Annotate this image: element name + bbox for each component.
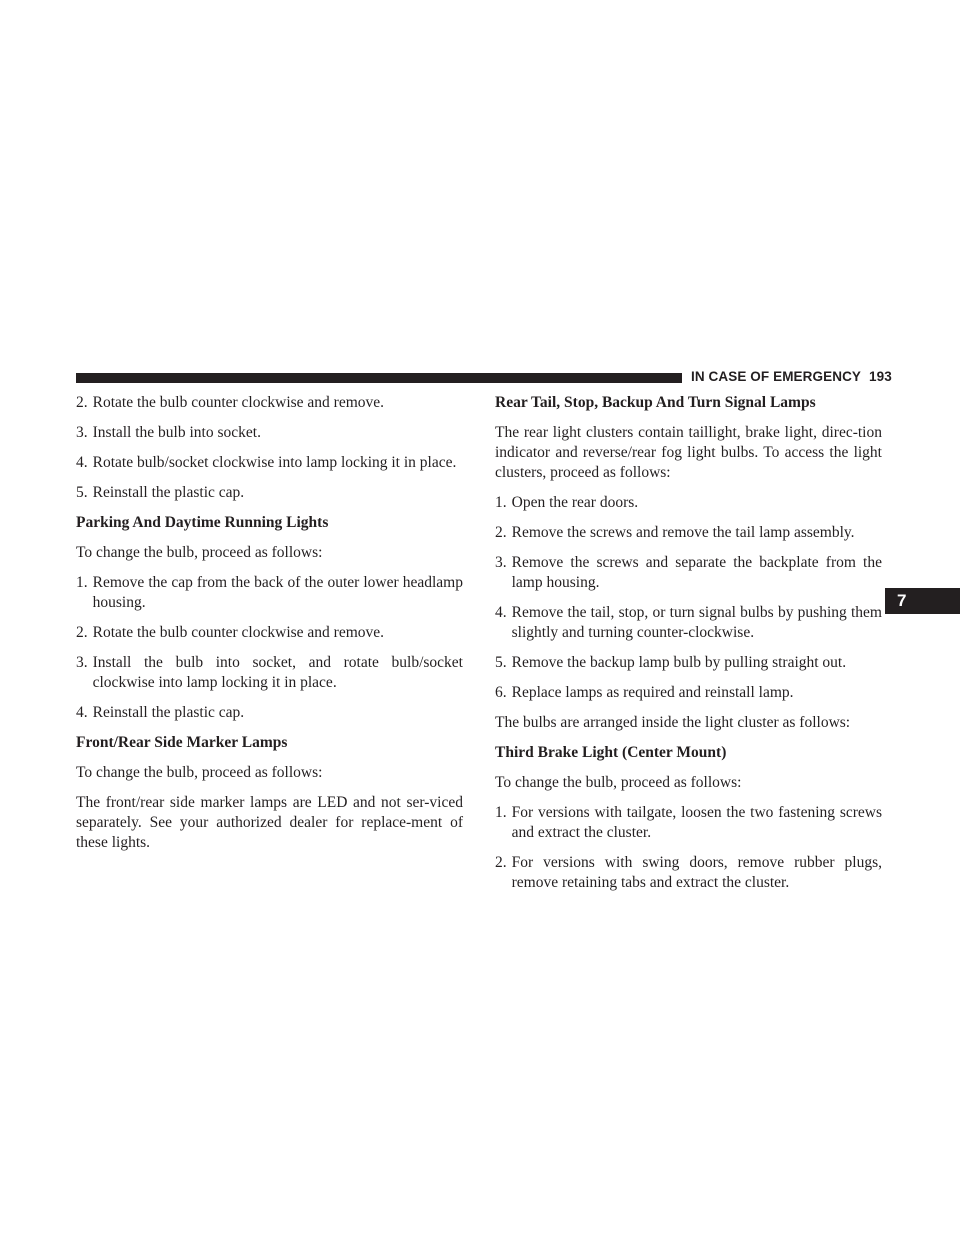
list-item: 3. Install the bulb into socket. [76,424,261,441]
section-title: IN CASE OF EMERGENCY [691,369,862,384]
paragraph: To change the bulb, proceed as follows: [76,764,323,781]
list-item: 5. Remove the backup lamp bulb by pulling straight out. [495,654,847,671]
list-item: 2. Rotate the bulb counter clockwise and remove. [76,624,385,641]
section-heading: Front/Rear Side Marker Lamps [76,734,288,751]
list-item: 3. Remove the screws and separate the backplate from the lamp housing. [495,554,882,591]
chapter-tab: 7 [885,588,960,614]
list-item: 1. For versions with tailgate, loosen the two fastening screws and extract the cluster. [495,804,882,841]
right-column [495,393,882,903]
list-item: 4. Rotate bulb/socket clockwise into lamp locking it in place. [76,454,457,471]
section-heading: Third Brake Light (Center Mount) [495,744,727,761]
paragraph: The rear light clusters contain taillight, brake light, direc-tion indicator and reverse/rear fog light bulbs. To access the light clusters, proceed as follows: [495,424,882,481]
list-item: 1. Open the rear doors. [495,494,639,511]
paragraph: The front/rear side marker lamps are LED and not ser-viced separately. See your authorized dealer for replace-ment of these lights. [76,794,463,851]
left-column [76,393,463,863]
header-rule [76,373,682,383]
list-item: 3. Install the bulb into socket, and rotate bulb/socket clockwise into lamp locking it in place. [76,654,463,691]
list-item: 2. Remove the screws and remove the tail lamp assembly. [495,524,855,541]
list-item: 4. Reinstall the plastic cap. [76,704,245,721]
list-item: 5. Reinstall the plastic cap. [76,484,245,501]
paragraph: To change the bulb, proceed as follows: [76,544,323,561]
paragraph: To change the bulb, proceed as follows: [495,774,742,791]
section-heading: Rear Tail, Stop, Backup And Turn Signal Lamps [495,394,816,411]
paragraph: The bulbs are arranged inside the light cluster as follows: [495,714,851,731]
section-heading: Parking And Daytime Running Lights [76,514,329,531]
list-item: 6. Replace lamps as required and reinstall lamp. [495,684,794,701]
list-item: 2. Rotate the bulb counter clockwise and remove. [76,394,385,411]
list-item: 2. For versions with swing doors, remove rubber plugs, remove retaining tabs and extract the cluster. [495,854,882,891]
list-item: 4. Remove the tail, stop, or turn signal bulbs by pushing them slightly and turning counter-clockwise. [495,604,882,641]
list-item: 1. Remove the cap from the back of the outer lower headlamp housing. [76,574,463,611]
running-header [691,368,892,386]
page-number: 193 [869,369,892,384]
